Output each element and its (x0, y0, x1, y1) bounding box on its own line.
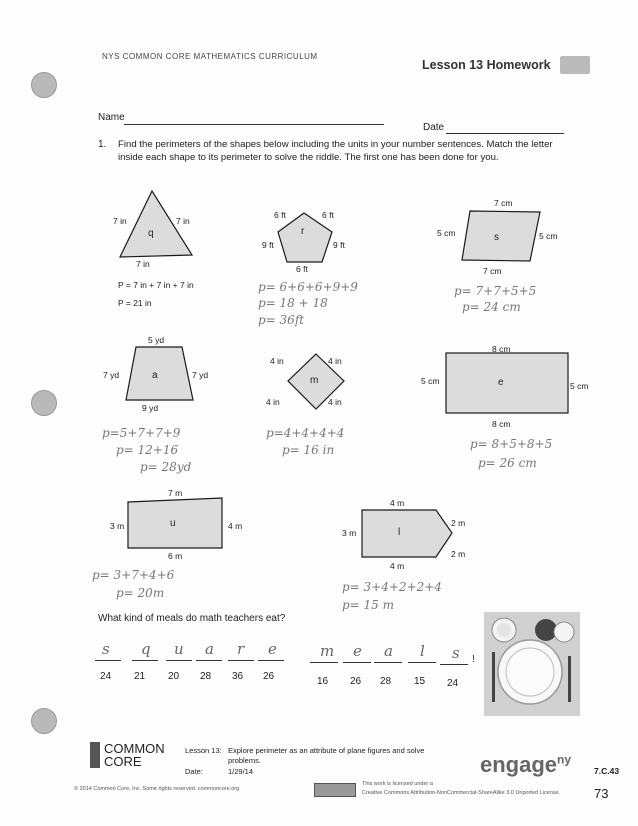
trapezoid-letter: a (152, 370, 158, 381)
pentagon-side-right: 9 ft (333, 240, 345, 250)
rectangle-letter: e (498, 377, 504, 388)
square-side-bottom-left: 4 in (266, 397, 280, 407)
riddle-answer-letter: q (141, 640, 151, 658)
page-number: 73 (594, 786, 609, 801)
triangle-side-left: 7 in (113, 216, 127, 226)
common-core-logo-icon (90, 742, 100, 768)
trapezoid-handwriting-1: p=5+7+7+9 (102, 426, 181, 440)
riddle-answer-letter: a (205, 640, 214, 658)
quadrilateral-side-bottom: 6 m (168, 551, 183, 561)
triangle-side-right: 7 in (176, 216, 190, 226)
quadrilateral-side-right: 4 m (228, 521, 243, 531)
footer-license-1: This work is licensed under a (362, 781, 433, 787)
quadrilateral-side-top: 7 m (168, 488, 183, 498)
rectangle-side-top: 8 cm (492, 344, 511, 354)
pentagon-side-bottom: 6 ft (296, 264, 308, 274)
trapezoid-side-right: 7 yd (192, 370, 209, 380)
parallelogram-side-top: 7 cm (494, 198, 513, 208)
name-label: Name (98, 112, 125, 123)
riddle-number: 24 (447, 678, 459, 689)
pentagon-handwriting-2: p= 18 + 18 (258, 296, 328, 310)
riddle-number: 28 (200, 671, 212, 682)
arrow-side-diag-top: 2 m (451, 518, 466, 528)
arrow-letter: l (398, 527, 401, 538)
riddle-number: 26 (263, 671, 275, 682)
answer-blank[interactable] (408, 662, 436, 663)
arrow-side-top: 4 m (390, 498, 405, 508)
footer-copyright: © 2014 Common Core, Inc. Some rights reserved. commoncore.org (74, 786, 240, 792)
footer-date-label: Date: (185, 767, 203, 776)
engageny-logo-sup: ny (557, 752, 572, 767)
footer-lesson-text-1: Explore perimeter as an attribute of plane figures and solve (228, 746, 425, 755)
answer-blank[interactable] (132, 660, 158, 661)
rectangle-shape (446, 353, 568, 413)
common-core-logo-line1: COMMON (104, 741, 165, 756)
footer-code: 7.C.43 (594, 766, 620, 776)
quadrilateral-handwriting-1: p= 3+7+4+6 (92, 568, 175, 582)
arrow-side-bottom: 4 m (390, 561, 405, 571)
footer-date-value: 1/29/14 (228, 767, 254, 776)
triangle-letter: q (148, 228, 154, 239)
pentagon-letter: r (301, 226, 305, 237)
answer-blank[interactable] (343, 662, 371, 663)
problem-text-line2: inside each shape to its perimeter to solve the riddle. The first one has been done for you. (118, 152, 499, 163)
answer-blank[interactable] (196, 660, 222, 661)
parallelogram-side-right: 5 cm (539, 231, 558, 241)
pentagon-handwriting-1: p= 6+6+6+9+9 (258, 280, 358, 294)
pentagon-side-top-right: 6 ft (322, 210, 334, 220)
lesson-title: Lesson 13 Homework (422, 58, 551, 72)
engageny-logo (480, 752, 571, 778)
rectangle-side-right: 5 cm (570, 381, 589, 391)
square-side-bottom-right: 4 in (328, 397, 342, 407)
trapezoid-side-left: 7 yd (103, 370, 120, 380)
footer-lesson-text-2: problems. (228, 756, 261, 765)
square-handwriting-2: p= 16 in (282, 443, 335, 457)
quadrilateral-letter: u (170, 518, 176, 529)
triangle-work-1: P = 7 in + 7 in + 7 in (118, 280, 194, 290)
answer-blank[interactable] (166, 660, 192, 661)
parallelogram-shape (462, 211, 540, 261)
arrow-handwriting-1: p= 3+4+2+2+4 (342, 580, 442, 594)
square-side-top-right: 4 in (328, 356, 342, 366)
riddle-number: 24 (100, 671, 112, 682)
answer-blank[interactable] (440, 664, 468, 665)
answer-blank[interactable] (374, 662, 402, 663)
riddle-number: 20 (168, 671, 180, 682)
triangle-side-bottom: 7 in (136, 259, 150, 269)
riddle-number: 28 (380, 676, 392, 687)
riddle-answer-letter: e (268, 640, 277, 658)
riddle-answer-letter: r (237, 640, 245, 658)
problem-number: 1. (98, 139, 107, 150)
footer-lesson-label: Lesson 13: (185, 746, 222, 755)
riddle-number: 36 (232, 671, 244, 682)
trapezoid-shape (126, 347, 193, 400)
dinner-plate-image (484, 612, 580, 716)
parallelogram-handwriting-1: p= 7+7+5+5 (454, 284, 537, 298)
arrow-handwriting-2: p= 15 m (342, 598, 395, 612)
riddle-number: 15 (414, 676, 426, 687)
date-label: Date (423, 122, 445, 133)
rectangle-handwriting-2: p= 26 cm (478, 456, 537, 470)
parallelogram-side-left: 5 cm (437, 228, 456, 238)
arrow-side-left: 3 m (342, 528, 357, 538)
riddle-number: 26 (350, 676, 362, 687)
arrow-shape (362, 510, 452, 557)
footer-license-2: Creative Commons Attribution-NonCommercial-ShareAlike 3.0 Unported License. (362, 790, 561, 796)
rectangle-side-bottom: 8 cm (492, 419, 511, 429)
riddle-answer-letter: a (384, 642, 393, 660)
pentagon-shape (278, 213, 332, 262)
problem-text-line1: Find the perimeters of the shapes below including the units in your number sentences. Match the letter (118, 139, 553, 150)
rectangle-handwriting-1: p= 8+5+8+5 (470, 437, 553, 451)
engageny-logo-text: engage (480, 752, 558, 777)
quadrilateral-handwriting-2: p= 20m (116, 586, 165, 600)
trapezoid-handwriting-2: p= 12+16 (116, 443, 179, 457)
answer-blank[interactable] (95, 660, 121, 661)
answer-blank[interactable] (258, 660, 284, 661)
answer-blank[interactable] (228, 660, 254, 661)
quadrilateral-side-left: 3 m (110, 521, 125, 531)
parallelogram-side-bottom: 7 cm (483, 266, 502, 276)
riddle-answer-letter: e (353, 642, 362, 660)
square-side-top-left: 4 in (270, 356, 284, 366)
pentagon-side-left: 9 ft (262, 240, 274, 250)
arrow-side-diag-bottom: 2 m (451, 549, 466, 559)
riddle-question: What kind of meals do math teachers eat? (98, 613, 286, 624)
square-letter: m (310, 375, 319, 386)
parallelogram-handwriting-2: p= 24 cm (462, 300, 521, 314)
trapezoid-handwriting-3: p= 28yd (140, 460, 192, 474)
parallelogram-letter: s (494, 232, 499, 243)
riddle-number: 21 (134, 671, 146, 682)
riddle-answer-letter: u (174, 640, 184, 658)
riddle-answer-letter: s (102, 640, 110, 658)
riddle-number: 16 (317, 676, 329, 687)
trapezoid-side-bottom: 9 yd (142, 403, 159, 413)
curriculum-title: NYS COMMON CORE MATHEMATICS CURRICULUM (102, 52, 318, 61)
triangle-work-2: P = 21 in (118, 298, 152, 308)
riddle-answer-letter: l (420, 642, 425, 660)
square-handwriting-1: p=4+4+4+4 (266, 426, 345, 440)
trapezoid-side-top: 5 yd (148, 335, 165, 345)
common-core-logo-line2: CORE (104, 754, 142, 769)
answer-blank[interactable] (310, 662, 338, 663)
pentagon-handwriting-3: p= 36ft (258, 313, 305, 327)
pentagon-side-top-left: 6 ft (274, 210, 286, 220)
riddle-answer-letter: m (320, 642, 335, 660)
rectangle-side-left: 5 cm (421, 376, 440, 386)
riddle-exclamation: ! (472, 654, 475, 665)
creative-commons-badge-icon (314, 783, 356, 797)
riddle-answer-letter: s (452, 644, 460, 662)
